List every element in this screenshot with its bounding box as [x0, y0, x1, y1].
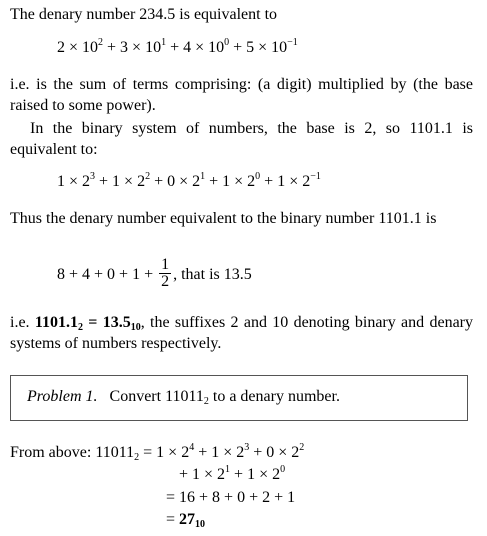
- solution-line-2: + $1 \times 2^1 + 1 \times 2^0$: [179, 464, 286, 483]
- paragraph-sum-of-terms: i.e. is the sum of terms comprising: (a digit) multiplied by (the base raised to some power).: [10, 76, 473, 114]
- superscript: 1: [225, 464, 231, 475]
- superscript: 1: [161, 37, 167, 48]
- intro-text: The denary number 234.5 is equivalent to: [10, 6, 278, 23]
- solution-line-4: = $27_{10}$: [166, 511, 206, 530]
- equation-sum-prefix: 8 + 4 + 0 + 1 +: [57, 266, 158, 284]
- bold-subscript: 10: [195, 519, 206, 530]
- bold-subscript: 10: [130, 322, 141, 333]
- superscript: 2: [299, 442, 305, 453]
- superscript: 0: [224, 37, 230, 48]
- equation-sum-result: [57, 256, 252, 292]
- subscript: 2: [134, 452, 140, 463]
- problem-text: Convert $11011_2$ to a denary number.: [109, 388, 340, 407]
- equation-binary-expansion: $1 \times 2^3 + 1 \times 2^2 + 0 \times 2^1 + 1 \times 2^0 + 1 \times 2^{-1}$: [57, 171, 321, 190]
- paragraph-thus: Thus the denary number equivalent to the binary number 1101.1 is: [10, 210, 437, 227]
- superscript: 2: [145, 171, 151, 182]
- equation-sum-suffix: , that is 13.5: [173, 266, 252, 284]
- bold-text: 1101.1: [34, 314, 78, 331]
- superscript: −1: [310, 171, 321, 182]
- superscript: 0: [280, 464, 286, 475]
- solution-line-1: From above: $11011_2 = 1 \times 2^4 + 1 \times 2^3 + 0 \times 2^2$: [10, 442, 305, 463]
- superscript: 2: [98, 37, 104, 48]
- superscript: −1: [287, 37, 298, 48]
- superscript: 4: [189, 442, 195, 453]
- superscript: 1: [200, 171, 206, 182]
- problem-box: [10, 375, 468, 421]
- equation-denary-expansion: $2 \times 10^2 + 3 \times 10^1 + 4 \times 10^0 + 5 \times 10^{-1}$: [57, 37, 298, 56]
- subscript: 2: [203, 396, 209, 407]
- fraction-numerator: 1: [161, 256, 170, 273]
- bold-text: 27: [179, 511, 196, 528]
- problem-label: Problem 1.: [27, 388, 98, 405]
- superscript: 3: [90, 171, 96, 182]
- solution-line-3: = 16 + 8 + 0 + 2 + 1: [166, 489, 296, 506]
- paragraph-suffixes: i.e. $1101.1_2 = 13.5_{10}$, the suffixes 2 and 10 denoting binary and denary systems of numbers respectively.: [10, 314, 474, 352]
- bold-text: = 13.5: [82, 314, 131, 331]
- fraction-one-half: [159, 257, 171, 290]
- superscript: 0: [255, 171, 261, 182]
- superscript: 3: [244, 442, 250, 453]
- bold-subscript: 2: [77, 322, 83, 333]
- fraction-denominator: 2: [161, 273, 170, 290]
- problem-statement: [27, 388, 340, 406]
- paragraph-binary-system: In the binary system of numbers, the base is 2, so 1101.1 is equivalent to:: [10, 120, 473, 158]
